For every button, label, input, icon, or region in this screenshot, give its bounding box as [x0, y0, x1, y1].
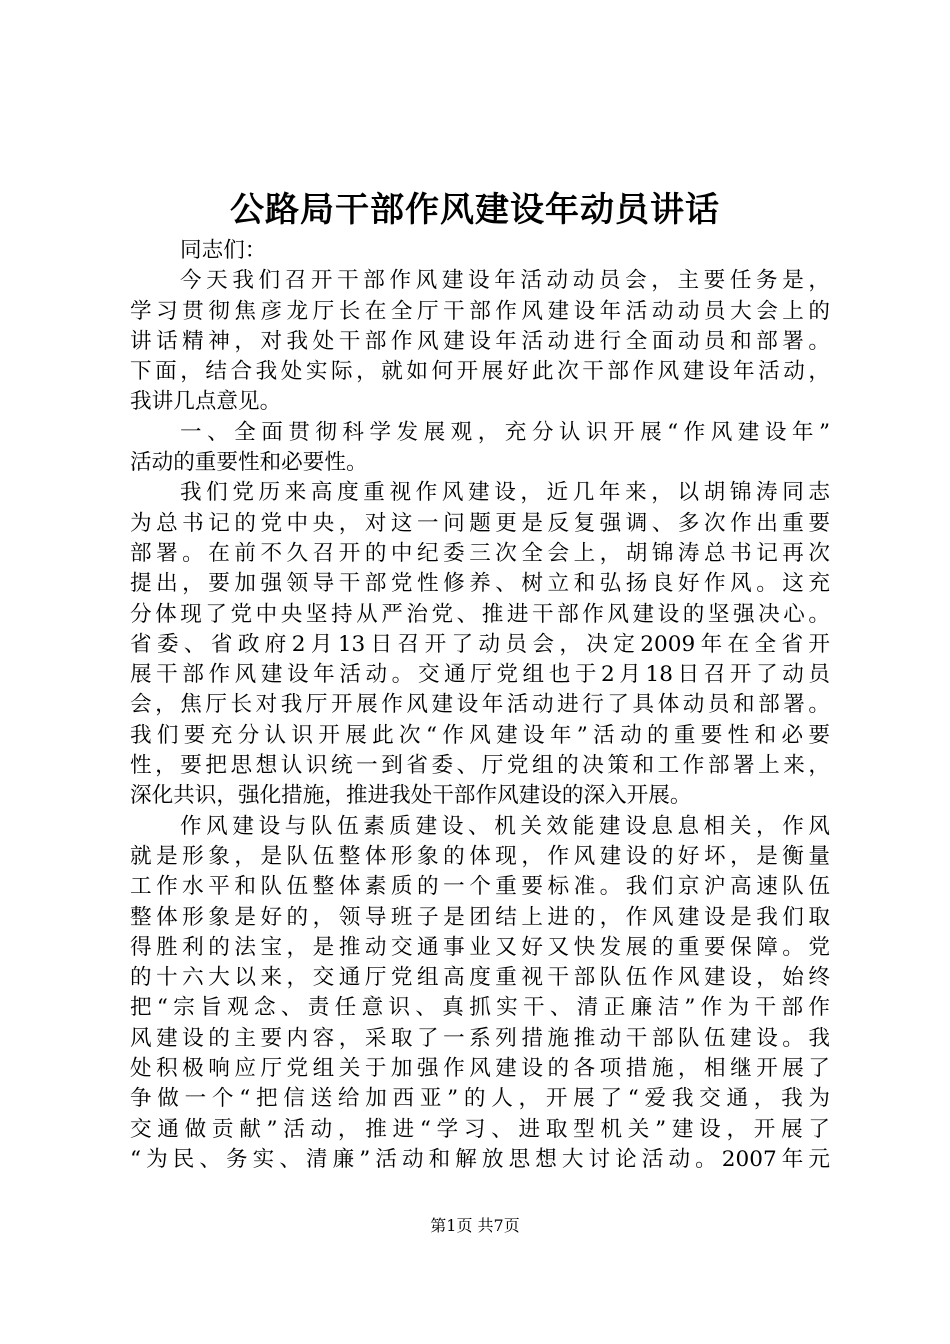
text-line: 今天我们召开干部作风建设年活动动员会，主要任务是，	[180, 268, 830, 294]
text-line: 活动的重要性和必要性。	[130, 450, 368, 476]
text-line: 提出，要加强领导干部党性修养、树立和弘扬良好作风。这充	[130, 571, 830, 597]
text-line: 性，要把思想认识统一到省委、厅党组的决策和工作部署上来，	[130, 753, 830, 779]
text-line: 我们要充分认识开展此次“作风建设年”活动的重要性和必要	[130, 722, 830, 748]
text-line: 得胜利的法宝，是推动交通事业又好又快发展的重要保障。党	[130, 934, 830, 960]
text-line: 把“宗旨观念、责任意识、真抓实干、清正廉洁”作为干部作	[130, 995, 830, 1021]
text-line: 的十六大以来，交通厅党组高度重视干部队伍作风建设，始终	[130, 965, 830, 991]
text-line: 部署。在前不久召开的中纪委三次全会上，胡锦涛总书记再次	[130, 540, 830, 566]
text-line: 就是形象，是队伍整体形象的体现，作风建设的好坏，是衡量	[130, 843, 830, 869]
text-line: 作风建设与队伍素质建设、机关效能建设息息相关，作风	[180, 813, 830, 839]
text-line: 会，焦厅长对我厅开展作风建设年活动进行了具体动员和部署。	[130, 692, 830, 718]
text-line: 省委、省政府2月13日召开了动员会，决定2009年在全省开	[130, 631, 830, 657]
text-line: 我讲几点意见。	[130, 389, 282, 415]
text-line: 深化共识，强化措施，推进我处干部作风建设的深入开展。	[130, 783, 692, 809]
text-line: 学习贯彻焦彦龙厅长在全厅干部作风建设年活动动员大会上的	[130, 298, 830, 324]
page-number-footer: 第1页 共7页	[430, 1216, 520, 1235]
text-line: 讲话精神，对我处干部作风建设年活动进行全面动员和部署。	[130, 328, 830, 354]
text-line: 同志们：	[180, 238, 267, 263]
text-line: 风建设的主要内容，采取了一系列措施推动干部队伍建设。我	[130, 1025, 830, 1051]
document-body	[130, 236, 830, 1175]
text-line: 展干部作风建设年活动。交通厅党组也于2月18日召开了动员	[130, 662, 830, 688]
text-line: 工作水平和队伍整体素质的一个重要标准。我们京沪高速队伍	[130, 874, 830, 900]
text-line: 分体现了党中央坚持从严治党、推进干部作风建设的坚强决心。	[130, 601, 830, 627]
text-line: 下面，结合我处实际，就如何开展好此次干部作风建设年活动，	[130, 359, 830, 385]
text-line: 我们党历来高度重视作风建设，近几年来，以胡锦涛同志	[180, 480, 830, 506]
text-line: “为民、务实、清廉”活动和解放思想大讨论活动。2007年元	[130, 1146, 830, 1172]
text-line: 为总书记的党中央，对这一问题更是反复强调、多次作出重要	[130, 510, 830, 536]
text-line: 交通做贡献”活动，推进“学习、进取型机关”建设，开展了	[130, 1116, 830, 1142]
document-title: 公路局干部作风建设年动员讲话	[230, 190, 720, 230]
text-line: 争做一个“把信送给加西亚”的人，开展了“爱我交通，我为	[130, 1086, 830, 1112]
text-line: 整体形象是好的，领导班子是团结上进的，作风建设是我们取	[130, 904, 830, 930]
text-line: 处积极响应厅党组关于加强作风建设的各项措施，相继开展了	[130, 1056, 830, 1082]
text-line: 一、全面贯彻科学发展观，充分认识开展“作风建设年”	[180, 419, 830, 445]
